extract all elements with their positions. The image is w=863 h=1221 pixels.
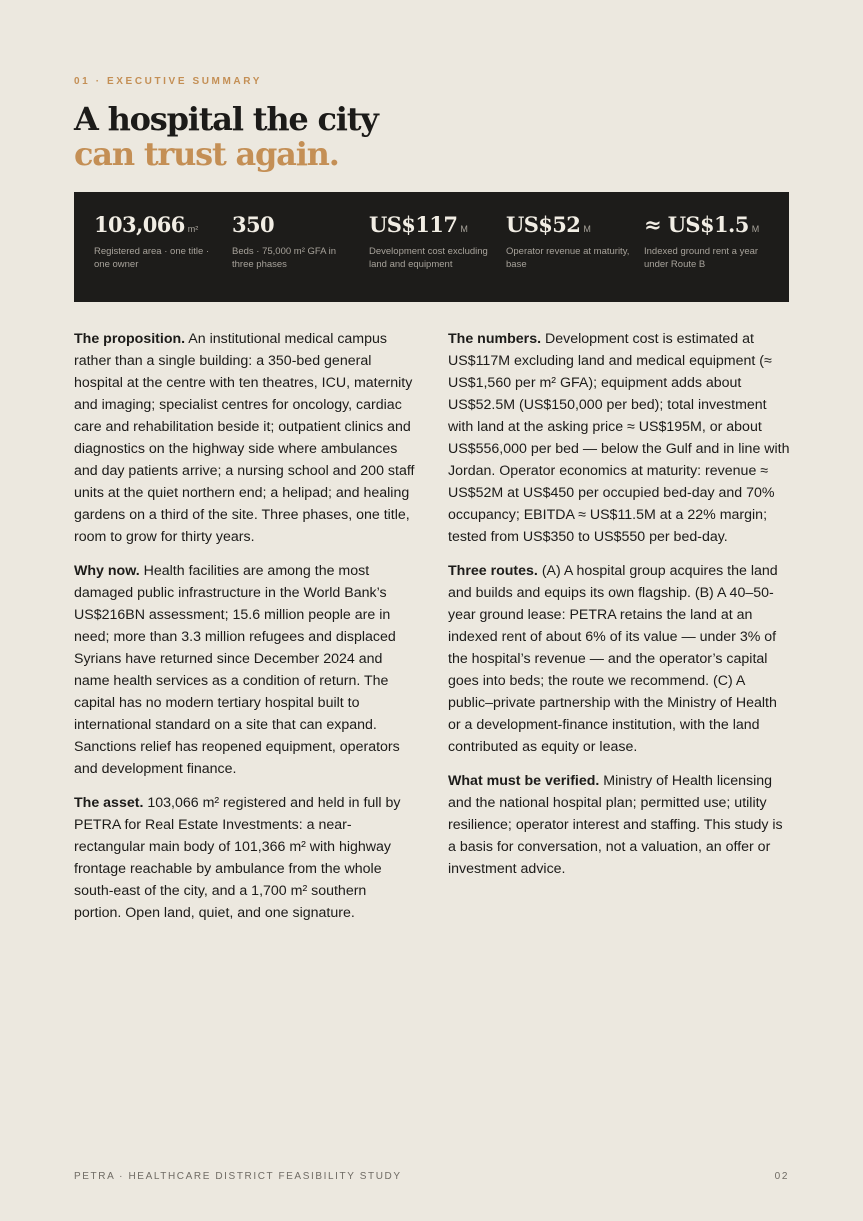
stat-label: Beds · 75,000 m² GFA in three phases: [232, 246, 337, 270]
stat-label: Indexed ground rent a year under Route B: [644, 246, 759, 270]
stat-label: Registered area · one title · one owner: [94, 246, 210, 270]
page-number: 02: [774, 1171, 789, 1182]
paragraph-why-now: [74, 560, 416, 780]
stat-unit: m²: [187, 224, 199, 234]
stat-operator-revenue: [506, 212, 631, 271]
stat-beds: [232, 212, 357, 271]
stat-value: US$117 M: [369, 212, 468, 237]
stat-value: 350: [232, 212, 275, 237]
stat-value: 103,066 m²: [94, 212, 199, 237]
page-title: [74, 102, 378, 172]
paragraph-text: Ministry of Health licensing and the national hospital plan; permitted use; utility resilience; operator interest and staffing. This study is a basis for conversation, not a valuation, an offer or investment advice.: [448, 773, 783, 877]
stat-development-cost: [369, 212, 494, 271]
title-line-2: can trust again.: [74, 135, 339, 173]
paragraph-lead: Three routes.: [448, 563, 538, 579]
stat-unit: M: [751, 224, 760, 234]
paragraph-lead: The asset.: [74, 795, 144, 811]
stat-unit: M: [460, 224, 468, 234]
footer-title: PETRA · HEALTHCARE DISTRICT FEASIBILITY STUDY: [74, 1171, 402, 1182]
paragraph-verification: [448, 770, 790, 880]
paragraph-numbers: [448, 328, 790, 548]
stat-value: ≈ US$1.5 M: [644, 212, 760, 237]
key-figures-band: [74, 192, 789, 302]
paragraph-text: 103,066 m² registered and held in full by PETRA for Real Estate Investments: a near-rectangular main body of 101,366 m² with highway frontage reachable by ambulance from the whole south-east of the city, and a 1,700 m² southern portion. Open land, quiet, and one signature.: [74, 795, 401, 921]
right-column: [448, 328, 790, 892]
paragraph-text: Development cost is estimated at US$117M excluding land and medical equipment (≈ US$1,560 per m² GFA); equipment adds about US$52.5M (US$150,000 per bed); total investment with land at the asking price ≈ US$195M, or about US$556,000 per bed — below the Gulf and in line with Jordan. Operator economics at maturity: revenue ≈ US$52M at US$450 per occupied bed-day and 70% occupancy; EBITDA ≈ US$11.5M at a 22% margin; tested from US$350 to US$550 per bed-day.: [448, 331, 790, 545]
paragraph-lead: The proposition.: [74, 331, 186, 347]
stat-value: US$52 M: [506, 212, 591, 237]
stat-area: [94, 212, 219, 271]
paragraph-lead: The numbers.: [448, 331, 542, 347]
paragraph-lead: What must be verified.: [448, 773, 600, 789]
title-line-1: A hospital the city: [74, 100, 378, 138]
left-column: [74, 328, 416, 936]
paragraph-text: (A) A hospital group acquires the land and builds and equips its own flagship. (B) A 40–50-year ground lease: PETRA retains the land at an indexed rent of about 6% of its value — under 3% of the hospital’s revenue — and the operator’s capital goes into beds; the route we recommend. (C) A public–private partnership with the Ministry of Health or a development-finance institution, with the land contributed as equity or lease.: [448, 563, 778, 755]
paragraph-proposition: [74, 328, 416, 548]
stat-unit: M: [583, 224, 591, 234]
paragraph-text: Health facilities are among the most damaged public infrastructure in the World Bank’s US$216BN assessment; 15.6 million people are in need; more than 3.3 million refugees and displaced Syrians have returned since December 2024 and name health services as a condition of return. The capital has no modern tertiary hospital built to international standard on a site that can expand. Sanctions relief has reopened equipment, operators and development finance.: [74, 563, 400, 777]
paragraph-text: An institutional medical campus rather than a single building: a 350-bed general hospital at the centre with ten theatres, ICU, maternity and imaging; specialist centres for oncology, cardiac care and rehabilitation beside it; outpatient clinics and diagnostics on the highway side where ambulances and day patients arrive; a nursing school and 200 staff units at the quiet northern end; a helipad; and healing gardens on a third of the site. Three phases, one title, room to grow for thirty years.: [74, 331, 415, 545]
paragraph-asset: [74, 792, 416, 924]
paragraph-routes: [448, 560, 790, 758]
section-label: 01 · EXECUTIVE SUMMARY: [74, 76, 262, 87]
stat-label: Development cost excluding land and equipment: [369, 246, 488, 270]
stat-label: Operator revenue at maturity, base: [506, 246, 630, 270]
stat-ground-rent: [644, 212, 769, 271]
paragraph-lead: Why now.: [74, 563, 140, 579]
